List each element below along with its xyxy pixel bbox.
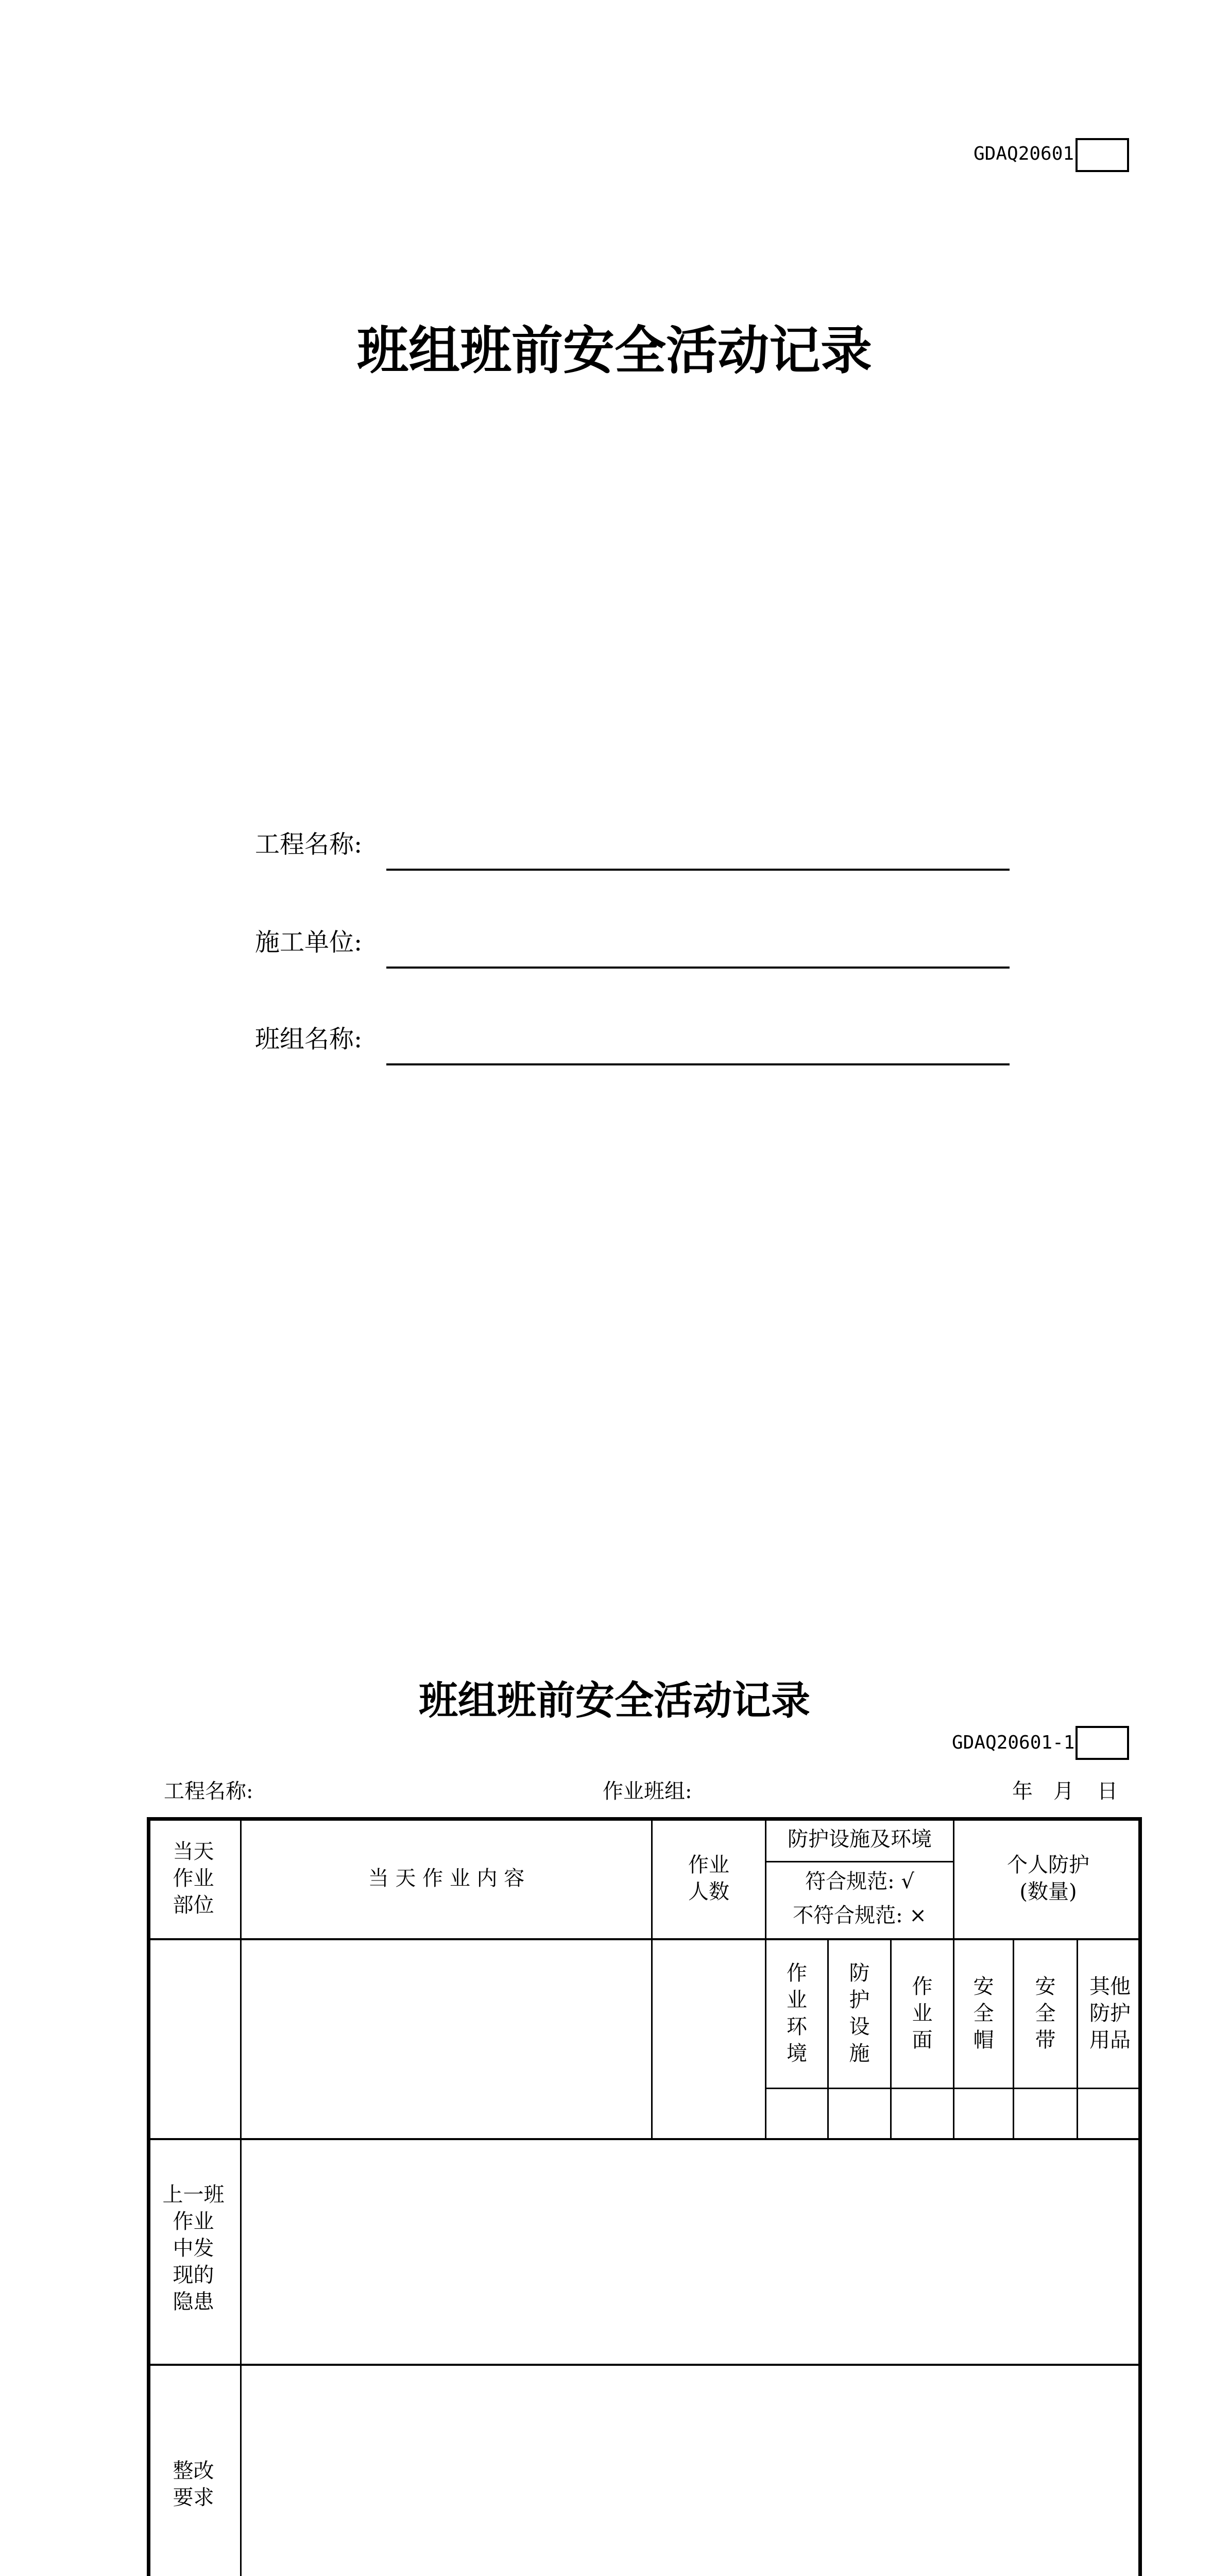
header-count: 作业 人数 xyxy=(688,1853,729,1904)
record-team-label: 作业班组: xyxy=(603,1780,692,1803)
cover-project-label: 工程名称: xyxy=(255,830,363,859)
cover-code-input-box[interactable] xyxy=(1076,138,1129,172)
cover-team-label: 班组名称: xyxy=(255,1025,363,1054)
sub-env: 作 业 环 境 xyxy=(787,1961,807,2065)
record-form-code: GDAQ20601-1 xyxy=(952,1732,1075,1753)
record-code-input-box[interactable] xyxy=(1076,1726,1129,1760)
row-hazard-input[interactable] xyxy=(242,2140,1142,2364)
row-hazard-label: 上一班 作业 中发 现的 隐患 xyxy=(162,2183,225,2314)
legend-ok: 符合规范: √ xyxy=(805,1870,914,1893)
sub-other: 其他 防护 用品 xyxy=(1089,1975,1131,2052)
header-protection: 防护设施及环境 xyxy=(788,1827,932,1851)
cell-count-input[interactable] xyxy=(653,1940,765,2138)
record-date-day: 日 xyxy=(1097,1780,1118,1803)
sub-surface: 作 业 面 xyxy=(912,1975,933,2052)
h-line-header-mid xyxy=(765,1861,953,1862)
row-rectify-label: 整改 要求 xyxy=(173,2459,214,2510)
cell-content-input[interactable] xyxy=(242,1940,651,2138)
record-project-label: 工程名称: xyxy=(164,1780,253,1803)
cover-form-code: GDAQ20601 xyxy=(974,143,1074,164)
record-date-year: 年 xyxy=(1012,1780,1033,1803)
row-rectify-input[interactable] xyxy=(242,2366,1142,2576)
header-part: 当天 作业 部位 xyxy=(173,1840,214,1917)
cover-title: 班组班前安全活动记录 xyxy=(357,320,872,381)
record-date-month: 月 xyxy=(1053,1780,1074,1803)
cover-builder-line[interactable] xyxy=(386,967,1010,969)
sub-helmet: 安 全 帽 xyxy=(973,1975,994,2052)
cover-builder-label: 施工单位: xyxy=(255,928,363,957)
sub-facility: 防 护 设 施 xyxy=(849,1961,870,2065)
header-personal: 个人防护 (数量) xyxy=(1007,1853,1089,1904)
cover-team-line[interactable] xyxy=(386,1063,1010,1065)
record-title: 班组班前安全活动记录 xyxy=(419,1677,810,1723)
sub-belt: 安 全 带 xyxy=(1035,1975,1056,2052)
legend-bad: 不符合规范: × xyxy=(793,1904,927,1927)
cover-project-line[interactable] xyxy=(386,869,1010,871)
header-content: 当 天 作 业 内 容 xyxy=(368,1867,525,1890)
